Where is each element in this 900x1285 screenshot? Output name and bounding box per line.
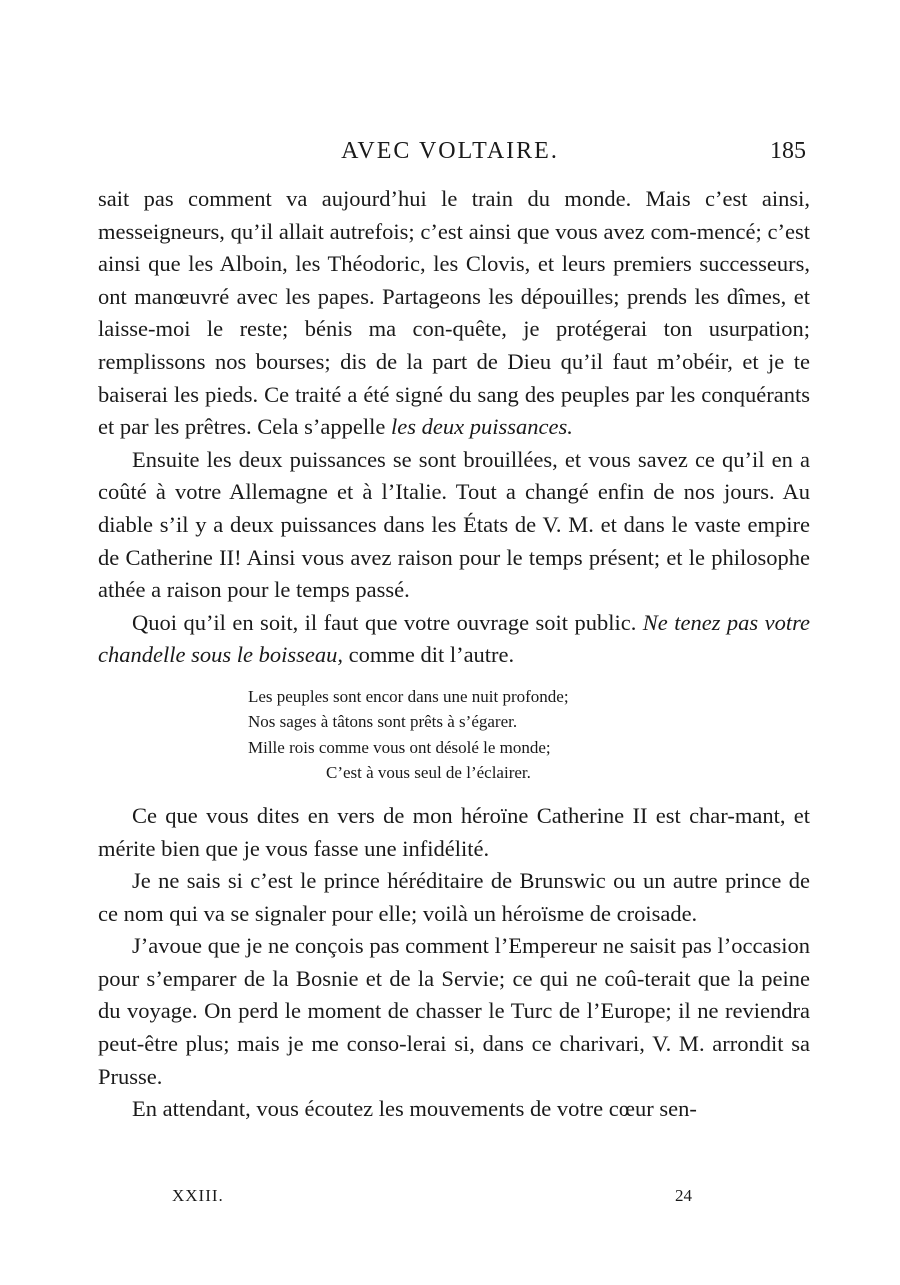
gathering-number: 24 [675, 1186, 692, 1205]
paragraph-text: Quoi qu’il en soit, il faut que votre ouvrage soit public. [132, 609, 643, 635]
page-footer [0, 1186, 900, 1212]
running-title: AVEC VOLTAIRE. [341, 138, 559, 164]
signature-mark: XXIII. [172, 1186, 224, 1205]
verse-line: Les peuples sont encor dans une nuit profonde; [248, 686, 569, 706]
paragraph-continuation [98, 183, 810, 444]
verse-line: Nos sages à tâtons sont prêts à s’égarer. [248, 712, 518, 732]
paragraph: Ensuite les deux puissances se sont brouillées, et vous savez ce qu’il en a coûté à votre Allemagne et à l’Italie. Tout a changé enfin de nos jours. Au diable s’il y a deux puissances dans les États de V. M. et dans le vaste empire de Catherine II! Ainsi vous avez raison pour le temps présent; et le philosophe athée a raison pour le temps passé. [98, 446, 810, 603]
paragraph: J’avoue que je ne conçois pas comment l’Empereur ne saisit pas l’occasion pour s’emparer de la Bosnie et de la Servie; ce qui ne coû-terait que la peine du voyage. On perd le moment de chasser le Turc de l’Europe; il ne reviendra peut-être plus; mais je me conso-lerai si, dans ce charivari, V. M. arrondit sa Prusse. [98, 933, 810, 1089]
paragraph-text: sait pas comment va aujourd’hui le train du monde. Mais c’est ainsi, messeigneurs, qu’il allait autrefois; c’est ainsi que vous avez com-mencé; c’est ainsi que les Alboin, les Théodoric, les Clovis, et leurs premiers successeurs, ont manœuvré avec les papes. Partageons les dépouilles; prends les dîmes, et laisse-moi le reste; bénis ma con-quête, je protégerai ton usurpation; remplissons nos bourses; dis de la part de Dieu qu’il faut m’obéir, et je te baiserai les pieds. Ce traité a été signé du sang des peuples par les conquérants et par les prêtres. Cela s’appelle [98, 186, 810, 440]
verse-line: C’est à vous seul de l’éclairer. [326, 763, 531, 783]
italic-phrase: Ne tenez pas votre chandelle sous le boisseau, [98, 609, 810, 668]
paragraph: Je ne sais si c’est le prince héréditaire de Brunswic ou un autre prince de ce nom qui va se signaler pour elle; voilà un héroïsme de croisade. [98, 868, 810, 926]
page-number: 185 [770, 138, 806, 164]
body-text [98, 183, 810, 1126]
verse-quotation [98, 684, 810, 786]
paragraph [98, 607, 810, 672]
running-head [0, 138, 900, 172]
paragraph: En attendant, vous écoutez les mouvements de votre cœur sen- [132, 1096, 697, 1122]
verse-line: Mille rois comme vous ont désolé le monde; [248, 737, 551, 757]
italic-phrase: les deux puissances. [391, 414, 573, 440]
paragraph-text: comme dit l’autre. [342, 642, 515, 668]
paragraph: Ce que vous dites en vers de mon héroïne Catherine II est char-mant, et mérite bien que je vous fasse une infidélité. [98, 802, 810, 861]
